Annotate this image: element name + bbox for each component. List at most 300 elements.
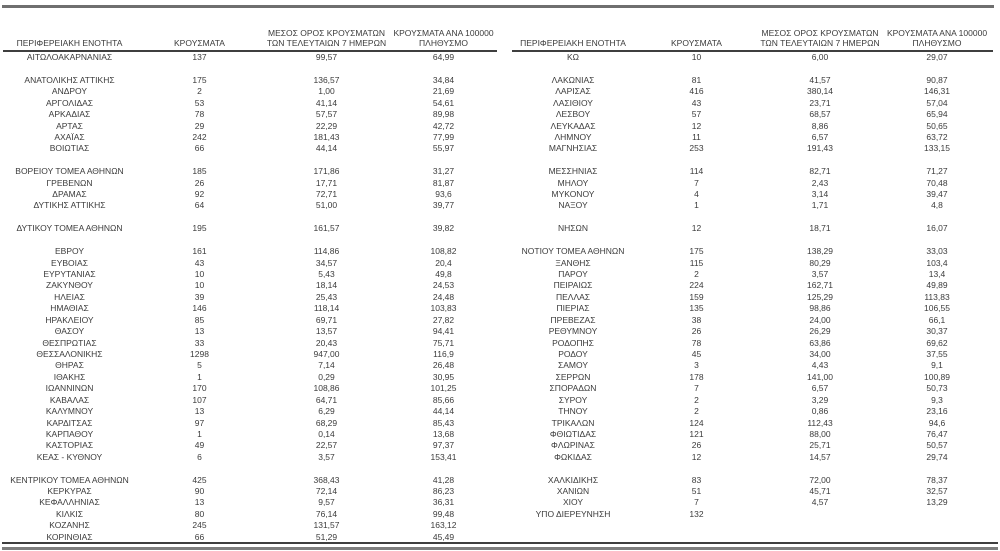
per100k-cell: 31,27 (432, 166, 455, 177)
bottom-divider-dark (2, 542, 998, 544)
avg7-cell: 171,86 (313, 166, 340, 177)
avg7-cell: 6,57 (811, 131, 829, 142)
per100k-cell: 99,48 (432, 508, 455, 519)
table-row (3, 406, 497, 417)
table-row (3, 51, 497, 63)
cases-cell: 7 (694, 177, 699, 188)
per100k-cell: 33,03 (926, 246, 948, 257)
table-row (512, 452, 993, 463)
avg7-cell: 161,57 (313, 223, 340, 234)
cases-cell: 4 (694, 189, 699, 200)
table-header-right (512, 8, 993, 51)
per100k-cell: 55,97 (432, 143, 455, 154)
cases-cell: 114 (689, 166, 704, 177)
region-cell: ΚΕΝΤΡΙΚΟΥ ΤΟΜΕΑ ΑΘΗΝΩΝ (10, 474, 129, 485)
avg7-cell: 44,14 (315, 143, 338, 154)
avg7-cell: 64,71 (315, 394, 338, 405)
region-cell: ΚΕΦΑΛΛΗΝΙΑΣ (39, 497, 100, 508)
header-region (3, 8, 136, 51)
per100k-cell: 90,87 (926, 74, 948, 85)
cases-cell: 170 (192, 383, 207, 394)
spacer-row (512, 235, 993, 246)
table-row (3, 429, 497, 440)
region-cell: ΣΑΜΟΥ (557, 360, 588, 371)
table-row (3, 452, 497, 463)
table-row (3, 223, 497, 234)
region-cell: ΚΙΛΚΙΣ (56, 508, 83, 519)
spacer-cell (512, 212, 993, 223)
per100k-cell: 49,89 (926, 280, 948, 291)
per100k-cell: 71,27 (926, 166, 948, 177)
table-row (512, 303, 993, 314)
avg7-cell: 380,14 (807, 86, 833, 97)
table-row (512, 51, 993, 63)
region-cell: ΑΝΑΤΟΛΙΚΗΣ ΑΤΤΙΚΗΣ (24, 74, 115, 85)
table-row (3, 360, 497, 371)
spacer-row (512, 520, 993, 531)
region-cell: ΚΑΡΠΑΘΟΥ (45, 428, 94, 439)
cases-cell: 1298 (190, 348, 209, 359)
cases-cell: 107 (192, 394, 207, 405)
cases-cell: 224 (689, 280, 704, 291)
cases-cell: 12 (691, 451, 702, 462)
cases-cell: 10 (194, 280, 205, 291)
per100k-cell: 13,68 (432, 428, 455, 439)
cases-cell: 2 (694, 269, 699, 280)
per100k-cell: 34,84 (432, 74, 455, 85)
avg7-cell: 34,00 (809, 348, 831, 359)
per100k-cell: 50,65 (926, 120, 948, 131)
spacer-row (512, 63, 993, 74)
per100k-cell: 29,07 (926, 52, 948, 62)
cases-cell: 245 (192, 520, 207, 531)
cases-cell: 12 (691, 120, 702, 131)
per100k-cell: 133,15 (924, 143, 950, 154)
table-row (3, 326, 497, 337)
cases-cell: 10 (194, 269, 205, 280)
cases-cell: 425 (192, 474, 207, 485)
table-row (512, 509, 993, 520)
table-row (512, 292, 993, 303)
cases-cell: 13 (194, 497, 205, 508)
table-header-left (3, 8, 497, 51)
avg7-cell: 25,43 (315, 291, 338, 302)
table-row (512, 121, 993, 132)
region-cell: ΚΑΡΔΙΤΣΑΣ (46, 417, 93, 428)
avg7-cell: 17,71 (315, 177, 338, 188)
avg7-cell: 72,14 (315, 486, 338, 497)
cases-cell: 135 (689, 303, 704, 314)
header-per100k-line2: ΠΛΗΘΥΣΜΟ (912, 37, 962, 48)
avg7-cell: 141,00 (807, 371, 833, 382)
avg7-cell: 51,29 (315, 531, 338, 542)
cases-cell: 66 (194, 143, 205, 154)
region-cell: ΘΑΣΟΥ (54, 326, 85, 337)
avg7-cell: 88,00 (809, 428, 831, 439)
table-row (512, 497, 993, 508)
per100k-cell: 101,25 (430, 383, 457, 394)
table-row (512, 98, 993, 109)
table-row (512, 189, 993, 200)
per100k-cell: 103,4 (926, 257, 948, 268)
table-row (512, 315, 993, 326)
per100k-cell: 163,12 (430, 520, 457, 531)
avg7-cell: 51,00 (315, 200, 338, 211)
avg7-cell: 6,57 (811, 383, 829, 394)
table-row (3, 98, 497, 109)
avg7-cell: 57,57 (315, 109, 338, 120)
region-cell: ΡΕΘΥΜΝΟΥ (548, 326, 598, 337)
avg7-cell: 72,00 (809, 474, 831, 485)
region-cell: ΑΡΚΑΔΙΑΣ (48, 109, 91, 120)
region-cell: ΚΩ (566, 52, 580, 62)
spacer-row (512, 212, 993, 223)
table-row (512, 200, 993, 211)
region-cell: ΛΗΜΝΟΥ (554, 131, 592, 142)
spacer-row (3, 212, 497, 223)
cases-cell: 11 (692, 131, 701, 142)
avg7-cell: 24,00 (809, 314, 831, 325)
region-cell: ΜΥΚΟΝΟΥ (551, 189, 595, 200)
table-row (3, 143, 497, 154)
avg7-cell: 13,57 (315, 326, 338, 337)
per100k-cell: 85,66 (432, 394, 455, 405)
region-cell: ΞΑΝΘΗΣ (555, 257, 591, 268)
region-cell: ΦΘΙΩΤΙΔΑΣ (549, 428, 597, 439)
spacer-row (3, 463, 497, 474)
header-cases (634, 8, 759, 51)
region-cell: ΗΜΑΘΙΑΣ (50, 303, 89, 314)
cases-cell: 253 (689, 143, 704, 154)
avg7-cell: 125,29 (807, 291, 833, 302)
cases-cell: 85 (194, 314, 205, 325)
header-avg7-line1: ΜΕΣΟΣ ΟΡΟΣ ΚΡΟΥΣΜΑΤΩΝ (268, 28, 385, 38)
region-cell: ΠΡΕΒΕΖΑΣ (550, 314, 596, 325)
per100k-cell: 75,71 (432, 337, 455, 348)
header-per100k-line1: ΚΡΟΥΣΜΑΤΑ ΑΝΑ 100000 (393, 28, 494, 38)
region-cell: ΔΥΤΙΚΟΥ ΤΟΜΕΑ ΑΘΗΝΩΝ (16, 223, 123, 234)
cases-cell: 43 (691, 97, 702, 108)
table-row (512, 223, 993, 234)
table-row (512, 246, 993, 257)
region-cell: ΕΥΒΟΙΑΣ (51, 257, 88, 268)
per100k-cell: 16,07 (926, 223, 948, 234)
avg7-cell: 68,29 (315, 417, 338, 428)
cases-cell: 13 (194, 326, 205, 337)
region-cell: ΑΙΤΩΛΟΑΚΑΡΝΑΝΙΑΣ (26, 52, 113, 62)
per100k-cell: 89,98 (432, 109, 455, 120)
per100k-cell: 106,55 (924, 303, 950, 314)
per100k-cell: 93,6 (435, 189, 452, 200)
region-cell: ΚΑΣΤΟΡΙΑΣ (45, 440, 94, 451)
per100k-cell: 42,72 (432, 120, 455, 131)
region-cell: ΛΑΚΩΝΙΑΣ (551, 74, 595, 85)
region-cell: ΑΡΤΑΣ (56, 120, 83, 131)
avg7-cell: 947,00 (313, 348, 340, 359)
table-row (512, 349, 993, 360)
per100k-cell: 97,37 (432, 440, 455, 451)
spacer-cell (3, 212, 497, 223)
table-row (3, 189, 497, 200)
spacer-cell (512, 463, 993, 474)
table-row (3, 372, 497, 383)
cases-cell: 53 (194, 97, 205, 108)
cases-cell: 146 (192, 303, 207, 314)
cases-cell: 83 (691, 474, 702, 485)
per100k-cell: 44,14 (432, 406, 455, 417)
avg7-cell: 34,57 (315, 257, 338, 268)
per100k-cell: 27,82 (432, 314, 455, 325)
per100k-cell: 20,4 (435, 257, 452, 268)
per100k-cell: 81,87 (432, 177, 455, 188)
avg7-cell: 0,29 (318, 371, 335, 382)
avg7-cell: 4,43 (811, 360, 829, 371)
region-cell: ΛΑΡΙΣΑΣ (555, 86, 591, 97)
cases-cell: 2 (694, 394, 699, 405)
avg7-cell: 3,29 (811, 394, 829, 405)
avg7-cell: 22,57 (315, 440, 338, 451)
per100k-cell: 86,23 (432, 486, 455, 497)
cases-cell: 81 (691, 74, 702, 85)
table-row (512, 395, 993, 406)
spacer-row (512, 155, 993, 166)
cases-cell: 159 (689, 291, 704, 302)
region-cell: ΑΝΔΡΟΥ (51, 86, 88, 97)
cases-cell: 29 (194, 120, 205, 131)
regional-cases-table-right (512, 8, 993, 543)
per100k-cell: 9,1 (931, 360, 943, 371)
region-cell: ΚΟΡΙΝΘΙΑΣ (46, 531, 93, 542)
avg7-cell: 112,43 (807, 417, 833, 428)
table-row (512, 360, 993, 371)
per100k-cell: 50,57 (926, 440, 948, 451)
cases-cell: 38 (691, 314, 702, 325)
cases-cell: 26 (194, 177, 205, 188)
region-cell: ΑΧΑΪΑΣ (54, 131, 85, 142)
avg7-cell: 118,14 (313, 303, 340, 314)
table-row (3, 338, 497, 349)
per100k-cell: 24,48 (432, 291, 455, 302)
cases-cell: 2 (694, 406, 699, 417)
per100k-cell: 32,57 (926, 486, 948, 497)
regional-cases-table-left (3, 8, 497, 543)
region-cell: ΛΑΣΙΘΙΟΥ (553, 97, 593, 108)
spacer-cell (3, 235, 497, 246)
per100k-cell: 13,29 (926, 497, 948, 508)
region-cell: ΝΑΞΟΥ (558, 200, 588, 211)
region-cell: ΧΑΛΚΙΔΙΚΗΣ (547, 474, 599, 485)
region-cell: ΑΡΓΟΛΙΔΑΣ (45, 97, 94, 108)
per100k-cell: 94,41 (432, 326, 455, 337)
table-row (512, 86, 993, 97)
per100k-cell: 103,83 (430, 303, 457, 314)
avg7-cell: 7,14 (318, 360, 335, 371)
per100k-cell: 29,74 (926, 451, 948, 462)
bottom-divider-gray (2, 547, 998, 550)
cases-cell: 416 (689, 86, 704, 97)
cases-cell: 13 (194, 406, 205, 417)
table-row (3, 303, 497, 314)
per100k-cell: 64,99 (432, 52, 455, 62)
avg7-cell: 181,43 (313, 131, 340, 142)
region-cell: ΠΕΙΡΑΙΩΣ (553, 280, 593, 291)
cases-cell: 161 (192, 246, 207, 257)
region-cell: ΠΑΡΟΥ (558, 269, 588, 280)
avg7-cell: 6,00 (811, 52, 829, 62)
region-cell: ΤΡΙΚΑΛΩΝ (551, 417, 595, 428)
avg7-cell: 3,14 (811, 189, 829, 200)
table-row (512, 269, 993, 280)
cases-cell: 49 (194, 440, 205, 451)
region-cell: ΚΟΖΑΝΗΣ (49, 520, 90, 531)
cases-cell: 92 (194, 189, 205, 200)
per100k-cell: 77,99 (432, 131, 455, 142)
avg7-cell: 0,86 (811, 406, 829, 417)
avg7-cell: 98,86 (809, 303, 831, 314)
cases-cell: 33 (194, 337, 205, 348)
cases-cell: 1 (694, 200, 699, 211)
header-avg7-line2: ΤΩΝ ΤΕΛΕΥΤΑΙΩΝ 7 ΗΜΕΡΩΝ (266, 37, 387, 48)
per100k-cell: 13,4 (928, 269, 946, 280)
table-row (512, 406, 993, 417)
region-cell: ΘΕΣΣΑΛΟΝΙΚΗΣ (36, 348, 103, 359)
region-cell: ΔΡΑΜΑΣ (52, 189, 87, 200)
region-cell: ΧΙΟΥ (562, 497, 584, 508)
table-row (512, 486, 993, 497)
cases-cell: 185 (192, 166, 207, 177)
cases-cell: 78 (194, 109, 205, 120)
table-row (512, 338, 993, 349)
table-row (512, 258, 993, 269)
avg7-cell: 131,57 (313, 520, 340, 531)
cases-cell: 10 (691, 52, 702, 62)
avg7-cell: 72,71 (315, 189, 338, 200)
region-cell: ΦΩΚΙΔΑΣ (554, 451, 592, 462)
cases-cell: 1 (197, 428, 202, 439)
table-row (3, 509, 497, 520)
per100k-cell: 116,9 (433, 348, 454, 359)
region-cell: ΗΡΑΚΛΕΙΟΥ (45, 314, 94, 325)
table-row (3, 75, 497, 86)
region-cell: ΥΠΟ ΔΙΕΡΕΥΝΗΣΗ (535, 508, 611, 519)
avg7-cell: 162,71 (807, 280, 833, 291)
table-row (512, 383, 993, 394)
per100k-cell: 4,8 (931, 200, 943, 211)
per100k-cell: 113,83 (924, 291, 950, 302)
region-cell: ΣΕΡΡΩΝ (555, 371, 591, 382)
per100k-cell: 153,41 (430, 451, 457, 462)
header-avg7 (759, 8, 881, 51)
region-cell: ΜΑΓΝΗΣΙΑΣ (548, 143, 598, 154)
avg7-cell: 41,14 (315, 97, 338, 108)
avg7-cell: 3,57 (318, 451, 335, 462)
spacer-row (3, 155, 497, 166)
cases-cell: 43 (194, 257, 205, 268)
per100k-cell: 9,3 (931, 394, 943, 405)
avg7-cell: 22,29 (315, 120, 338, 131)
avg7-cell: 76,14 (315, 508, 338, 519)
per100k-cell: 69,62 (926, 337, 948, 348)
header-region (512, 8, 634, 51)
cases-cell: 90 (194, 486, 205, 497)
spacer-row (3, 63, 497, 74)
avg7-cell: 99,57 (315, 52, 338, 62)
avg7-cell: 3,57 (811, 269, 829, 280)
per100k-cell (881, 509, 993, 520)
table-row (3, 200, 497, 211)
region-cell: ΝΗΣΩΝ (557, 223, 589, 234)
per100k-cell: 30,95 (432, 371, 455, 382)
per100k-cell: 66,1 (928, 314, 946, 325)
avg7-cell: 45,71 (809, 486, 831, 497)
cases-cell: 178 (689, 371, 704, 382)
cases-cell: 6 (197, 451, 202, 462)
spacer-cell (512, 235, 993, 246)
cases-cell: 242 (192, 131, 207, 142)
avg7-cell: 114,86 (313, 246, 340, 257)
table-row (512, 109, 993, 120)
per100k-cell: 70,48 (926, 177, 948, 188)
per100k-cell: 94,6 (928, 417, 946, 428)
region-cell: ΣΥΡΟΥ (558, 394, 588, 405)
avg7-cell: 136,57 (313, 74, 340, 85)
header-per100k (390, 8, 497, 51)
table-row (3, 121, 497, 132)
avg7-cell: 191,43 (807, 143, 833, 154)
avg7-cell: 80,29 (809, 257, 831, 268)
table-row (3, 269, 497, 280)
avg7-cell: 9,57 (318, 497, 335, 508)
region-cell: ΕΒΡΟΥ (54, 246, 84, 257)
avg7-cell: 138,29 (807, 246, 833, 257)
per100k-cell: 85,43 (432, 417, 455, 428)
spacer-cell (3, 63, 497, 74)
avg7-cell: 108,86 (313, 383, 340, 394)
header-per100k (881, 8, 993, 51)
table-body-right (512, 51, 993, 543)
avg7-cell: 14,57 (809, 451, 831, 462)
header-per100k-line1: ΚΡΟΥΣΜΑΤΑ ΑΝΑ 100000 (886, 28, 988, 38)
header-cases-label: ΚΡΟΥΣΜΑΤΑ (174, 37, 225, 48)
header-region-label: ΠΕΡΙΦΕΡΕΙΑΚΗ ΕΝΟΤΗΤΑ (16, 37, 123, 48)
per100k-cell: 50,73 (926, 383, 948, 394)
region-cell: ΧΑΝΙΩΝ (556, 486, 590, 497)
avg7-cell: 63,86 (809, 337, 831, 348)
header-per100k-line2: ΠΛΗΘΥΣΜΟ (419, 37, 468, 48)
cases-cell: 121 (689, 428, 704, 439)
region-cell: ΚΑΛΥΜΝΟΥ (45, 406, 94, 417)
cases-cell: 51 (691, 486, 702, 497)
table-row (512, 475, 993, 486)
cases-cell: 195 (192, 223, 207, 234)
region-cell: ΒΟΡΕΙΟΥ ΤΟΜΕΑ ΑΘΗΝΩΝ (15, 166, 124, 177)
cases-cell: 26 (691, 440, 702, 451)
per100k-cell: 76,47 (926, 428, 948, 439)
cases-cell: 175 (192, 74, 207, 85)
header-region-label: ΠΕΡΙΦΕΡΕΙΑΚΗ ΕΝΟΤΗΤΑ (520, 37, 626, 48)
header-cases (136, 8, 263, 51)
cases-cell: 2 (197, 86, 202, 97)
avg7-cell: 25,71 (809, 440, 831, 451)
cases-cell: 78 (691, 337, 702, 348)
region-cell: ΚΕΑΣ - ΚΥΘΝΟΥ (36, 451, 103, 462)
region-cell: ΝΟΤΙΟΥ ΤΟΜΕΑ ΑΘΗΝΩΝ (521, 246, 625, 257)
per100k-cell: 108,82 (430, 246, 457, 257)
cases-cell: 7 (694, 383, 699, 394)
region-cell: ΡΟΔΟΠΗΣ (552, 337, 594, 348)
avg7-cell: 82,71 (809, 166, 831, 177)
avg7-cell: 18,14 (315, 280, 338, 291)
